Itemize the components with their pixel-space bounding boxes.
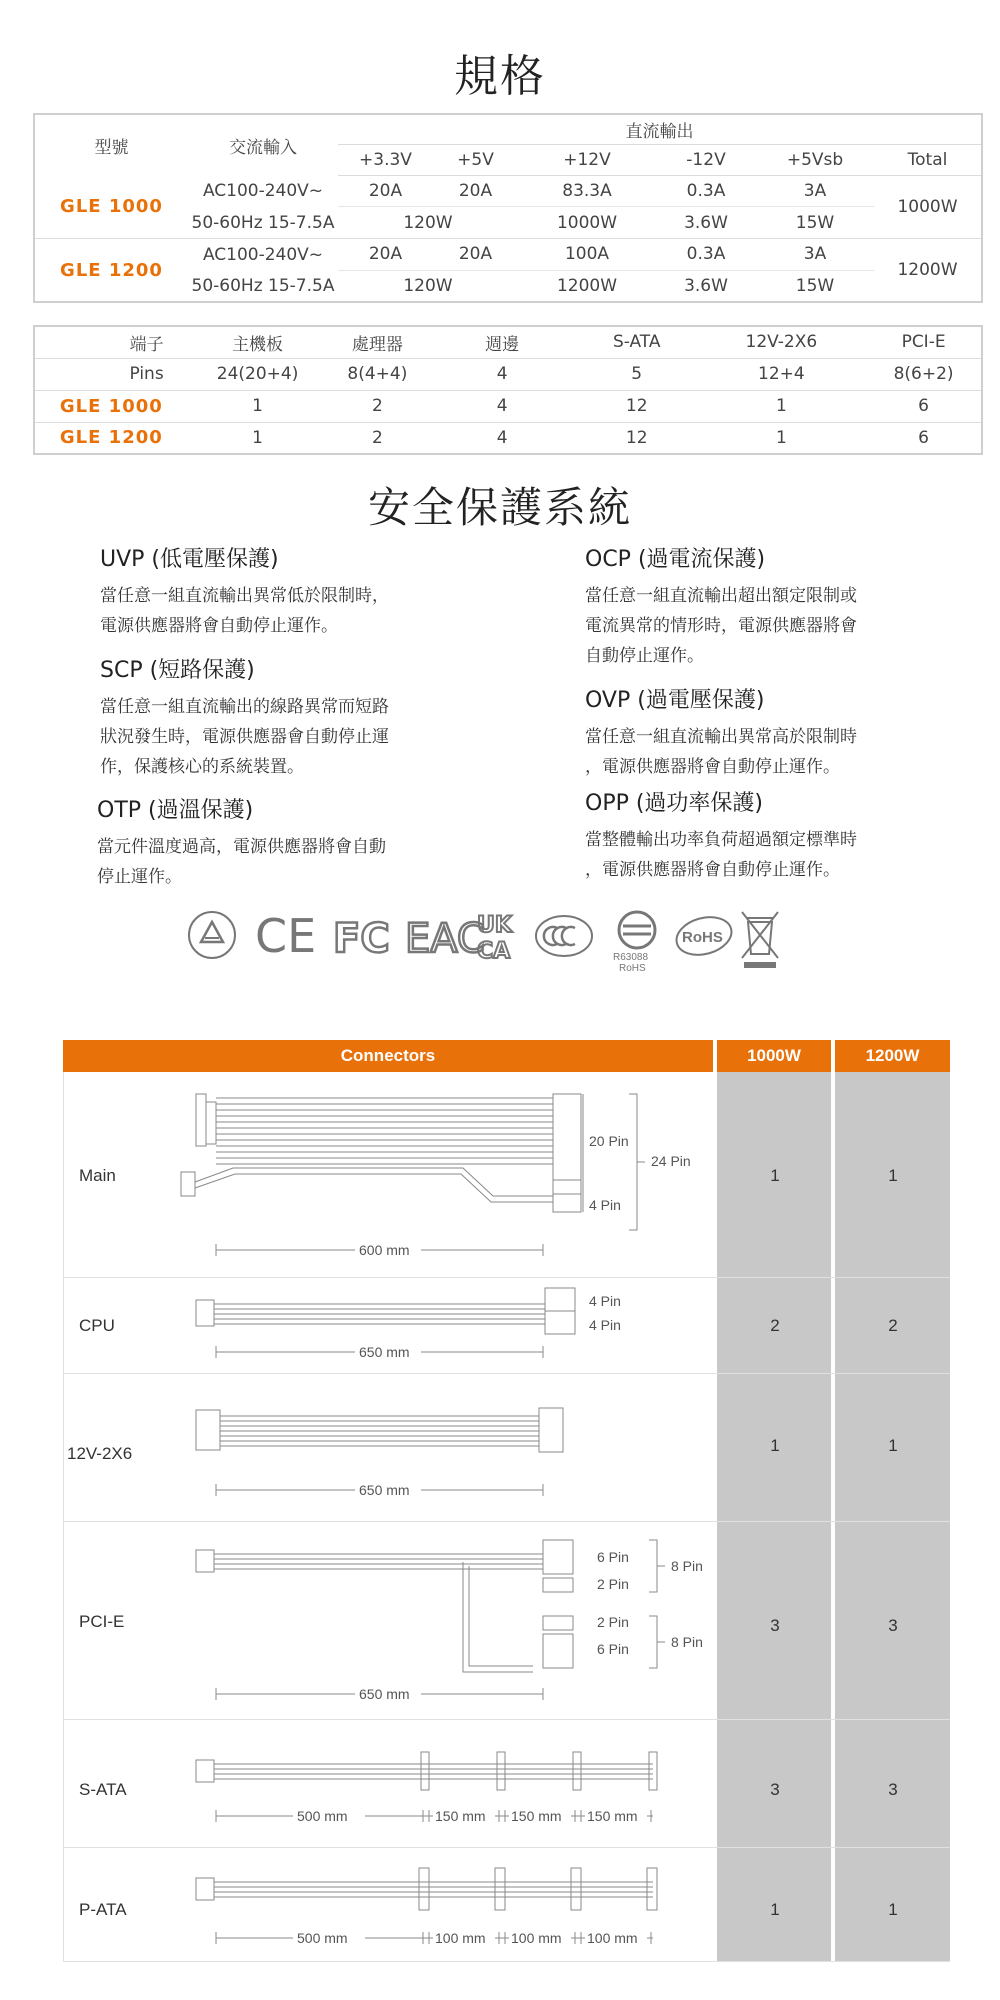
watt-value: 3.6W — [656, 207, 756, 239]
total-watt: 1000W — [874, 175, 982, 238]
scp-title: SCP (短路保護) — [100, 658, 255, 683]
connector-label: CPU — [79, 1316, 115, 1335]
connector-row-sata — [63, 1720, 950, 1848]
qty-1200w: 1 — [888, 1436, 898, 1455]
main-pin-b: 4 Pin — [589, 1197, 621, 1213]
ccc-icon — [533, 908, 595, 962]
port-count: 2 — [327, 390, 427, 422]
otp-desc: 當元件溫度過高，電源供應器將會自動 停止運作。 — [97, 837, 386, 887]
watt-value: 1000W — [518, 207, 656, 239]
opp-title: OPP (過功率保護) — [585, 791, 764, 816]
ac-input-line: AC100-240V~ — [202, 181, 324, 202]
amp-value: 20A — [433, 239, 518, 271]
port-count: 12 — [625, 427, 648, 448]
ce-mark-icon — [253, 908, 317, 963]
eac-text: EAC — [405, 916, 485, 962]
ac-input-line: 50-60Hz 15-7.5A — [188, 207, 338, 239]
pcie-pin-total-2: 8 Pin — [671, 1634, 703, 1650]
rail-header: -12V — [656, 145, 756, 176]
eac-icon — [405, 908, 485, 962]
watt-value: 3.6W — [684, 275, 728, 296]
ovp-block — [585, 683, 945, 782]
pins-value: 8(6+2) — [866, 358, 982, 390]
sata-length: 500 mm — [297, 1808, 348, 1824]
rail-header: +5Vsb — [756, 145, 874, 176]
pata-length: 500 mm — [297, 1930, 348, 1946]
rail-header: +5V — [433, 145, 518, 176]
header-model: 型號 — [94, 137, 129, 158]
port-header: PCI-E — [866, 326, 982, 358]
pcie-pin-b: 2 Pin — [597, 1576, 629, 1592]
otp-block — [97, 793, 457, 892]
certification-logos — [185, 908, 805, 978]
connector-label: P-ATA — [79, 1900, 127, 1919]
ac-input-line: AC100-240V~ — [202, 244, 324, 265]
uvp-block — [100, 542, 460, 641]
port-header: 12V-2X6 — [697, 326, 867, 358]
header-1200w: 1200W — [835, 1040, 950, 1072]
pcie-cable-drawing — [63, 1522, 713, 1720]
cert-triangle-icon — [185, 908, 239, 964]
pata-cable-drawing — [63, 1848, 713, 1962]
pata-seg-3: 100 mm — [587, 1930, 638, 1946]
qty-1200w: 1 — [888, 1900, 898, 1919]
model-name: GLE 1200 — [59, 427, 163, 449]
ocp-block — [585, 542, 945, 671]
port-count: 4 — [427, 390, 577, 422]
pins-value: 5 — [577, 358, 697, 390]
ca-text: CA — [477, 939, 511, 964]
header-1000w: 1000W — [717, 1040, 831, 1072]
amp-value: 20A — [433, 175, 518, 207]
scp-desc: 當任意一組直流輸出的線路異常而短路 狀況發生時，電源供應器會自動停止運 作，保護核心的系統裝置。 — [100, 697, 389, 777]
port-spec-table — [33, 325, 983, 455]
rohs-icon — [672, 908, 736, 962]
qty-1000w: 3 — [770, 1616, 780, 1635]
pcie-pin-a: 6 Pin — [597, 1549, 629, 1565]
main-length: 600 mm — [359, 1242, 410, 1258]
qty-1000w: 2 — [770, 1316, 780, 1335]
pins-value: 4 — [427, 358, 577, 390]
connector-label: 12V-2X6 — [67, 1444, 133, 1463]
uk-text: UK — [477, 913, 512, 938]
sata-seg-3: 150 mm — [587, 1808, 638, 1824]
rail-header: +3.3V — [338, 145, 433, 176]
pins-value: 12+4 — [697, 358, 867, 390]
header-ac-input: 交流輸入 — [229, 137, 297, 158]
connector-row-pata — [63, 1848, 950, 1962]
port-header: 端子 — [34, 326, 188, 358]
total-watt: 1200W — [897, 260, 958, 281]
cpu-cable-drawing — [63, 1278, 713, 1374]
watt-value: 15W — [795, 275, 835, 296]
amp-value: 3A — [756, 175, 874, 207]
qty-1200w: 1 — [888, 1166, 898, 1185]
cpu-length: 650 mm — [359, 1344, 410, 1360]
rohs-text: RoHS — [682, 929, 723, 946]
pins-label: Pins — [34, 358, 188, 390]
connector-label: Main — [79, 1166, 116, 1185]
bsmi-icon — [607, 908, 667, 978]
qty-1200w: 3 — [888, 1780, 898, 1799]
port-count: 12 — [577, 390, 697, 422]
ocp-title: OCP (過電流保護) — [585, 547, 766, 572]
amp-value: 100A — [518, 239, 656, 271]
qty-1000w: 1 — [770, 1166, 780, 1185]
qty-1000w: 1 — [770, 1436, 780, 1455]
main-pin-total: 24 Pin — [651, 1153, 691, 1169]
connectors-header: Connectors — [63, 1040, 713, 1072]
cpu-pin-b: 4 Pin — [589, 1317, 621, 1333]
qty-1000w: 3 — [770, 1780, 780, 1799]
scp-block — [100, 653, 460, 782]
port-count: 6 — [918, 427, 929, 448]
uvp-desc: 當任意一組直流輸出異常低於限制時， 電源供應器將會自動停止運作。 — [100, 586, 389, 636]
main-cable-drawing — [63, 1072, 713, 1278]
watt-value: 120W — [338, 207, 518, 239]
port-header: S-ATA — [577, 326, 697, 358]
pata-seg-1: 100 mm — [435, 1930, 486, 1946]
protection-title: 安全保護系統 — [367, 483, 632, 532]
pcie-pin-d: 6 Pin — [597, 1641, 629, 1657]
bsmi-rohs-text: RoHS — [619, 963, 646, 974]
watt-value: 120W — [403, 275, 453, 296]
port-count: 2 — [371, 427, 383, 448]
amp-value: 20A — [338, 239, 433, 271]
port-header: 處理器 — [327, 326, 427, 358]
port-header: 主機板 — [188, 326, 328, 358]
connector-row-pcie — [63, 1522, 950, 1720]
otp-title: OTP (過溫保護) — [97, 798, 254, 823]
amp-value: 0.3A — [656, 175, 756, 207]
pata-seg-2: 100 mm — [511, 1930, 562, 1946]
port-count: 4 — [496, 427, 508, 448]
amp-value: 3A — [756, 239, 874, 271]
opp-block — [585, 786, 945, 885]
port-header: 週邊 — [427, 326, 577, 358]
ac-input-line: 50-60Hz 15-7.5A — [191, 275, 335, 296]
spec-title: 規格 — [454, 51, 546, 102]
model-name: GLE 1000 — [34, 175, 188, 238]
amp-value: 83.3A — [518, 175, 656, 207]
uvp-title: UVP (低電壓保護) — [100, 547, 279, 572]
amp-value: 0.3A — [656, 239, 756, 271]
ce-text: CE — [255, 909, 317, 963]
connector-row-cpu — [63, 1278, 950, 1374]
ukca-icon — [473, 908, 527, 968]
qty-1200w: 2 — [888, 1316, 898, 1335]
sata-seg-1: 150 mm — [435, 1808, 486, 1824]
watt-value: 15W — [756, 207, 874, 239]
12v2x6-cable-drawing — [63, 1374, 713, 1522]
pins-value: 8(4+4) — [327, 358, 427, 390]
pcie-length: 650 mm — [359, 1686, 410, 1702]
header-dc-output: 直流輸出 — [338, 114, 982, 145]
rail-header: Total — [874, 145, 982, 176]
sata-cable-drawing — [63, 1720, 713, 1848]
ovp-title: OVP (過電壓保護) — [585, 688, 765, 713]
rail-header: +12V — [518, 145, 656, 176]
port-count: 6 — [866, 390, 982, 422]
power-spec-table — [33, 113, 983, 303]
weee-bin-icon — [738, 908, 782, 972]
amp-value: 20A — [338, 175, 433, 207]
ovp-desc: 當任意一組直流輸出異常高於限制時 ，電源供應器將會自動停止運作。 — [585, 727, 857, 777]
bsmi-code-text: R63088 — [613, 952, 649, 963]
main-pin-a: 20 Pin — [589, 1133, 629, 1149]
port-count: 1 — [775, 427, 787, 448]
opp-desc: 當整體輸出功率負荷超過額定標準時 ，電源供應器將會自動停止運作。 — [585, 830, 857, 880]
model-name: GLE 1000 — [34, 390, 188, 422]
port-count: 1 — [252, 427, 263, 448]
sata-seg-2: 150 mm — [511, 1808, 562, 1824]
pins-value: 24(20+4) — [188, 358, 328, 390]
pcie-pin-total-1: 8 Pin — [671, 1558, 703, 1574]
qty-1000w: 1 — [770, 1900, 780, 1919]
ocp-desc: 當任意一組直流輸出超出額定限制或 電流異常的情形時，電源供應器將會 自動停止運作。 — [585, 586, 857, 666]
cpu-pin-a: 4 Pin — [589, 1293, 621, 1309]
fcc-icon — [333, 908, 393, 962]
connector-label: S-ATA — [79, 1780, 127, 1799]
connector-row-main — [63, 1072, 950, 1278]
connector-label: PCI-E — [79, 1612, 125, 1631]
qty-1200w: 3 — [888, 1616, 898, 1635]
pcie-pin-c: 2 Pin — [597, 1614, 629, 1630]
12v2x6-length: 650 mm — [359, 1482, 410, 1498]
port-count: 1 — [188, 390, 328, 422]
model-name: GLE 1200 — [60, 259, 163, 281]
watt-value: 1200W — [556, 275, 618, 296]
connector-row-12v2x6 — [63, 1374, 950, 1522]
fc-text: FC — [333, 916, 390, 962]
port-count: 1 — [697, 390, 867, 422]
